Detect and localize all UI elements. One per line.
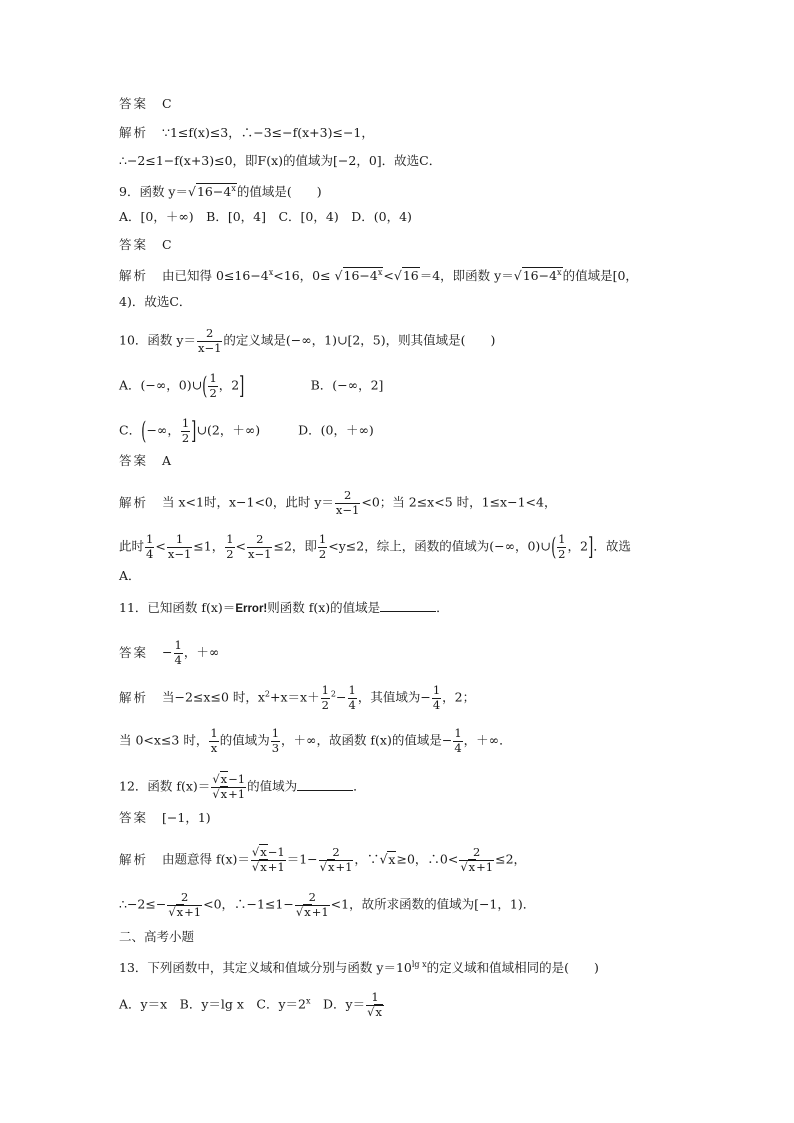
numerator: 2 — [181, 890, 189, 904]
q11-analysis-text: ，其值域为− — [357, 689, 431, 705]
q10-analysis-text: <0；当 2≤x<5 时，1≤x−1<4， — [361, 494, 557, 510]
q9-answer-line — [119, 237, 172, 253]
q9-radicand-text: 16−4 — [522, 268, 558, 283]
radicand: x — [304, 904, 311, 919]
fraction — [211, 774, 246, 800]
fraction — [459, 847, 494, 873]
q11-analysis-text: 当 0<x≤3 时， — [119, 732, 209, 748]
fraction — [348, 685, 357, 711]
q9-radicand-text: 16−4 — [343, 268, 378, 283]
denominator: 4 — [454, 740, 462, 755]
fraction — [247, 534, 272, 560]
q9-analysis-text: ＝4，即函数 y＝ — [419, 268, 514, 283]
numerator: 2 — [308, 890, 316, 904]
q12-analysis-text: <1，故所求函数的值域为[−1，1)． — [330, 896, 536, 912]
q13-stem-text: 13．下列函数中，其定义域和值域分别与函数 y＝10 — [119, 960, 412, 975]
numerator: 1 — [432, 683, 441, 697]
q10-stem-tail: 的定义域是(−∞，1)∪[2，5)，则其值域是( ) — [223, 332, 496, 348]
bracket-close: ] — [588, 533, 594, 561]
radical-sign: √ — [367, 1004, 375, 1019]
radicand: x — [260, 859, 267, 874]
numerator: 1 — [271, 726, 280, 740]
q12-analysis-text: ≥0，∴0< — [396, 851, 459, 867]
fraction — [321, 685, 330, 711]
q10-choices-ab — [119, 373, 383, 399]
numerator — [211, 774, 246, 787]
q12-analysis-line-2 — [119, 892, 535, 918]
q10-analysis-text: ≤1， — [193, 538, 225, 554]
fraction — [432, 685, 441, 711]
denominator-tail: +1 — [228, 786, 246, 801]
exponent: x — [557, 268, 562, 277]
denominator-tail: +1 — [476, 859, 494, 874]
numerator: 1 — [175, 532, 184, 546]
denominator: 2 — [558, 546, 566, 561]
q9-radicand-text: 16−4 — [196, 184, 232, 199]
q11-analysis-text: − — [336, 689, 347, 705]
q9-radicand-16: 16 — [402, 268, 419, 283]
q9-analysis-text: 的值域是[0， — [562, 268, 638, 283]
q11-analysis-text: 的值域为 — [219, 732, 270, 748]
numerator: 1 — [210, 726, 218, 740]
bracket-open: ( — [141, 417, 147, 445]
answer-label: 答案 — [119, 810, 149, 825]
q13-stem-tail: 的定义域和值域相同的是( ) — [426, 960, 599, 975]
fraction — [167, 534, 192, 560]
q9-stem — [119, 181, 322, 200]
q12-analysis-line-1 — [119, 847, 526, 873]
q10-choice-c-tail: ∪(2，＋∞) — [196, 422, 261, 438]
exponent: x — [306, 996, 311, 1006]
fraction — [366, 992, 384, 1018]
section-title: 二、高考小题 — [119, 929, 195, 944]
bracket-open: ( — [202, 372, 208, 400]
answer-blank — [380, 600, 436, 612]
fraction — [225, 534, 234, 560]
q9-stem-text: 9．函数 y＝ — [119, 184, 188, 199]
q10-answer-line — [119, 453, 171, 469]
fraction — [335, 490, 360, 516]
q10-choice-c: C． — [119, 422, 142, 438]
q11-answer-text: ，＋∞ — [183, 644, 220, 660]
q10-analysis-text: <y≤2，综上，函数的值域为(−∞，0)∪ — [328, 538, 551, 554]
radical-sign: √ — [379, 851, 388, 867]
q11-analysis-text: ，＋∞． — [463, 732, 512, 748]
denominator: 2 — [318, 546, 327, 561]
q10-choice-d: D．(0，＋∞) — [298, 422, 374, 438]
q10-choice-b: B．(−∞，2] — [310, 377, 384, 393]
q10-analysis-text: < — [235, 538, 247, 554]
q10-analysis-text: 当 x<1时，x−1<0，此时 y＝ — [162, 494, 334, 510]
q12-analysis-text: ，∵ — [354, 851, 380, 867]
denominator: 3 — [271, 740, 280, 755]
radical-sign: √ — [188, 184, 196, 199]
denominator — [167, 905, 202, 919]
answer-label: 答案 — [119, 644, 149, 660]
numerator: 1 — [146, 532, 154, 546]
q11-analysis-text: +x＝x＋ — [270, 689, 320, 705]
radicand: x — [220, 772, 228, 786]
denominator: 2 — [321, 697, 329, 712]
denominator: x−1 — [197, 340, 222, 355]
numerator — [251, 847, 286, 860]
q12-stem-text: 12．函数 f(x)＝ — [119, 778, 211, 794]
radical-sign: √ — [212, 786, 220, 801]
q8-analysis-line-2 — [119, 153, 441, 169]
fraction — [197, 328, 222, 354]
radical-sign: √ — [319, 859, 327, 874]
q10-choices-cd — [119, 418, 374, 444]
numerator: 1 — [321, 683, 329, 697]
q10-stem-text: 10．函数 y＝ — [119, 332, 196, 348]
q12-analysis-text: ＝1− — [286, 851, 318, 867]
q8-answer-line — [119, 96, 172, 112]
answer-blank — [297, 779, 353, 791]
q10-choice-c-text: −∞， — [146, 422, 180, 438]
q11-analysis-line-1 — [119, 685, 475, 711]
exponent: lg x — [411, 960, 427, 969]
q9-analysis-text: < — [383, 268, 394, 283]
fraction — [319, 847, 354, 873]
q12-stem — [119, 774, 366, 800]
q9-analysis-text: 由已知得 0≤16−4 — [162, 268, 269, 283]
q9-answer: C — [162, 237, 172, 252]
fraction — [271, 728, 280, 754]
q11-stem-tail: 则函数 f(x)的值域是 — [267, 600, 381, 615]
exponent: x — [231, 184, 236, 193]
q12-stem-tail: 的值域为 — [247, 778, 298, 794]
answer-label: 答案 — [119, 453, 149, 468]
analysis-label: 解析 — [119, 125, 149, 140]
q9-radicand — [522, 267, 563, 283]
q10-analysis-text: ，2 — [567, 538, 588, 554]
fraction — [208, 373, 217, 399]
numerator: 2 — [206, 326, 214, 340]
q12-analysis-text: ≤2， — [495, 851, 527, 867]
answer-label: 答案 — [119, 96, 149, 111]
numerator: 2 — [343, 488, 352, 502]
fraction — [557, 534, 566, 560]
numerator: 2 — [473, 845, 481, 859]
analysis-label: 解析 — [119, 851, 149, 867]
q11-analysis-text: 当−2≤x≤0 时，x — [162, 689, 265, 705]
denominator: x−1 — [335, 502, 360, 517]
exponent: 2 — [330, 689, 337, 699]
denominator: 4 — [146, 546, 154, 561]
denominator — [366, 1005, 384, 1019]
q10-choice-a-tail: ，2 — [218, 377, 240, 393]
denominator — [251, 860, 286, 874]
analysis-label: 解析 — [119, 268, 149, 283]
exponent: x — [268, 268, 274, 277]
q12-answer-line — [119, 810, 211, 826]
q10-analysis-line-3 — [119, 568, 141, 584]
fraction — [145, 534, 154, 560]
q11-analysis-text: ，2； — [442, 689, 476, 705]
numerator: 1 — [454, 726, 462, 740]
denominator: 4 — [348, 697, 356, 712]
fraction — [251, 847, 286, 873]
q13-choices — [119, 992, 385, 1018]
numerator: 1 — [318, 532, 327, 546]
radical-sign: √ — [251, 845, 260, 859]
radicand: x — [220, 786, 228, 801]
bracket-open: ( — [550, 533, 557, 561]
denominator: 2 — [181, 430, 190, 445]
q13-choices-text: D．y＝ — [310, 996, 366, 1012]
radical-sign: √ — [168, 904, 176, 919]
denominator: 2 — [226, 546, 234, 561]
q10-choice-a: A．(−∞，0)∪ — [119, 377, 203, 393]
numerator: 1 — [558, 532, 566, 546]
radical-sign: √ — [393, 268, 402, 283]
denominator: x−1 — [248, 546, 272, 561]
q9-choices — [119, 209, 412, 225]
numerator-tail: −1 — [228, 772, 246, 786]
numerator: 1 — [174, 638, 182, 652]
section-2-heading — [119, 929, 194, 945]
radical-sign: √ — [212, 772, 220, 786]
radical-sign: √ — [251, 859, 260, 874]
radicand: x — [468, 859, 476, 874]
numerator: 1 — [348, 683, 356, 697]
error-text: Error! — [235, 603, 268, 615]
q11-answer-text: − — [162, 644, 173, 660]
fraction — [181, 418, 190, 444]
q10-analysis-text: 此时 — [119, 538, 145, 554]
radicand: x — [388, 851, 396, 867]
q9-analysis-line-1 — [119, 265, 638, 284]
q10-stem — [119, 328, 495, 354]
analysis-label: 解析 — [119, 689, 149, 705]
denominator — [319, 860, 354, 874]
q11-stem-end: ． — [436, 600, 449, 615]
bracket-close: ] — [191, 417, 197, 445]
denominator: x — [210, 740, 218, 755]
radicand: x — [176, 904, 184, 919]
q9-radicand — [196, 183, 237, 199]
denominator: 2 — [209, 385, 217, 400]
denominator — [459, 860, 494, 874]
q10-analysis-line-2 — [119, 534, 631, 560]
denominator-tail: +1 — [267, 859, 285, 874]
q9-stem-tail: 的值域是( ) — [236, 184, 322, 199]
numerator: 1 — [226, 532, 234, 546]
numerator: 1 — [371, 990, 379, 1004]
q8-answer: C — [162, 96, 172, 111]
radical-sign: √ — [295, 904, 304, 919]
radical-sign: √ — [513, 268, 522, 283]
q10-analysis-text: < — [155, 538, 166, 554]
fraction — [167, 892, 202, 918]
radical-sign: √ — [460, 859, 468, 874]
q8-analysis-line-1 — [119, 125, 374, 141]
fraction — [209, 728, 218, 754]
q10-analysis-line-1 — [119, 490, 556, 516]
q13-choices-text: A．y＝x B．y＝lg x C．y＝2 — [119, 996, 306, 1012]
fraction — [318, 534, 327, 560]
q9-analysis-text-2: 4)．故选C． — [119, 294, 192, 309]
q11-analysis-text: ，＋∞，故函数 f(x)的值域是− — [281, 732, 453, 748]
denominator: 4 — [174, 652, 182, 667]
q8-analysis-text-2: ∴−2≤1−f(x+3)≤0，即F(x)的值域为[−2，0]．故选C． — [119, 153, 442, 168]
answer-label: 答案 — [119, 237, 149, 252]
fraction — [174, 640, 183, 666]
q13-stem — [119, 957, 599, 976]
q9-choices-text: A．[0，＋∞) B．[0，4] C．[0，4) D．(0，4) — [119, 209, 412, 224]
denominator: x−1 — [167, 546, 192, 561]
q12-analysis-text: 由题意得 f(x)＝ — [162, 851, 250, 867]
radicand: x — [375, 1004, 382, 1019]
fraction — [453, 728, 462, 754]
numerator: 1 — [181, 416, 190, 430]
q10-analysis-text: ≤2，即 — [273, 538, 317, 554]
q12-analysis-text: <0，∴−1≤1− — [203, 896, 294, 912]
denominator: 4 — [432, 697, 441, 712]
denominator — [295, 905, 330, 919]
denominator-tail: +1 — [184, 904, 202, 919]
q10-analysis-text: ．故选 — [593, 538, 631, 554]
radicand: x — [327, 859, 335, 874]
numerator: 2 — [256, 532, 264, 546]
exponent: x — [377, 268, 383, 277]
q12-analysis-text: ∴−2≤− — [119, 896, 167, 912]
q11-stem — [119, 600, 449, 617]
denominator-tail: +1 — [311, 904, 329, 919]
analysis-label: 解析 — [119, 494, 149, 510]
bracket-close: ] — [239, 372, 245, 400]
q11-stem-text: 11．已知函数 f(x)＝ — [119, 600, 236, 615]
q12-stem-end: ． — [353, 778, 366, 794]
q11-answer-line — [119, 640, 219, 666]
q8-analysis-text-1: ∵1≤f(x)≤3，∴−3≤−f(x+3)≤−1， — [162, 125, 374, 140]
denominator-tail: +1 — [335, 859, 353, 874]
q9-analysis-text: <16，0≤ — [273, 268, 335, 283]
radicand: x — [260, 845, 267, 859]
q9-analysis-line-2 — [119, 294, 191, 310]
q12-answer: [−1，1) — [162, 810, 211, 825]
numerator: 1 — [209, 371, 217, 385]
fraction — [295, 892, 330, 918]
q9-radicand — [343, 267, 384, 283]
radical-sign: √ — [334, 268, 343, 283]
q10-answer: A — [162, 453, 172, 468]
numerator: 2 — [332, 845, 340, 859]
exponent: 2 — [264, 689, 271, 699]
numerator-tail: −1 — [267, 845, 285, 859]
q11-analysis-line-2 — [119, 728, 512, 754]
q10-analysis-text-3: A． — [119, 568, 141, 583]
denominator — [211, 787, 246, 801]
